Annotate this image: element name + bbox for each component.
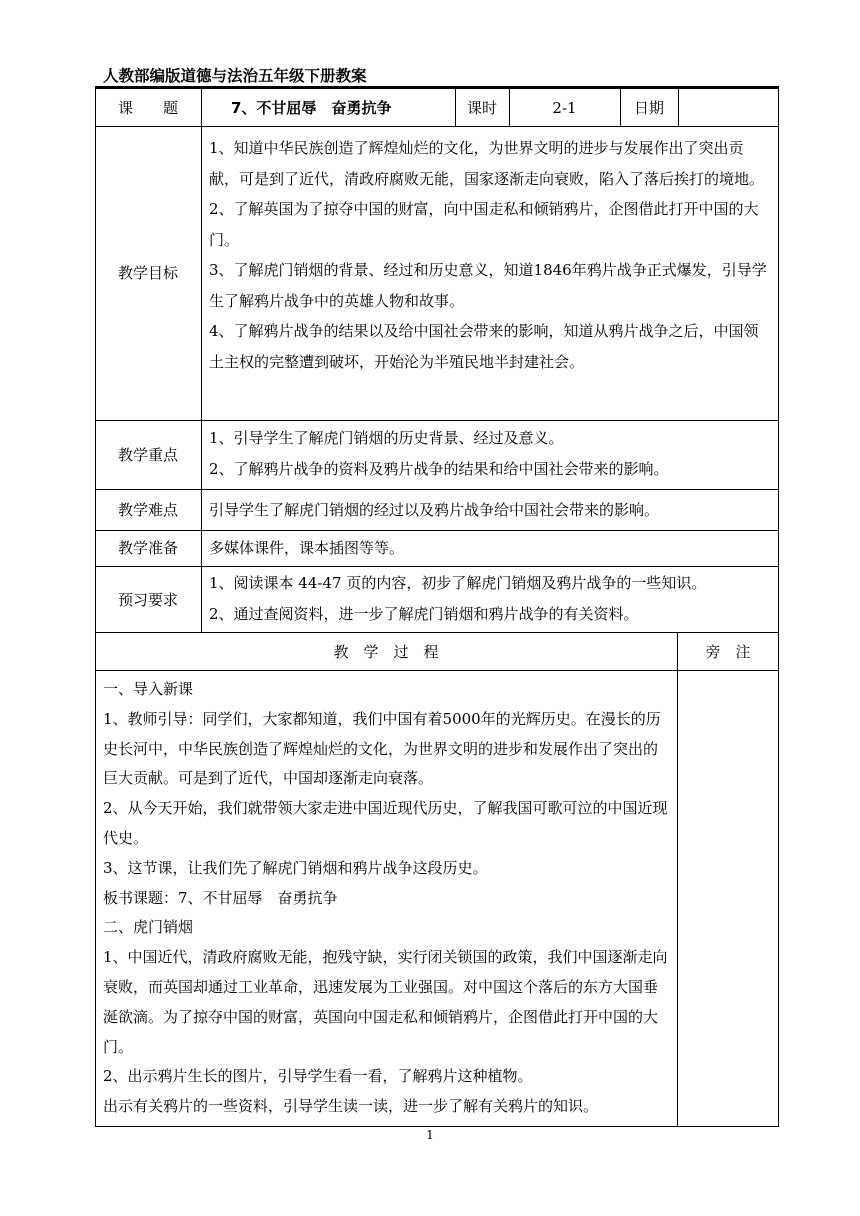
- preparation-content: 多媒体课件，课本插图等等。: [209, 539, 405, 557]
- date-label: 日期: [633, 98, 664, 117]
- topic-value: 7、不甘屈辱 奋勇抗争: [231, 98, 392, 117]
- process-line: 板书课题：7、不甘屈辱 奋勇抗争: [103, 888, 338, 907]
- table-line: [95, 420, 779, 421]
- process-line: 3、这节课，让我们先了解虎门销烟和鸦片战争这段历史。: [103, 858, 488, 877]
- table-line: [455, 88, 456, 126]
- date-value: [678, 89, 779, 126]
- process-line: 2、出示鸦片生长的图片，引导学生看一看，了解鸦片这种植物。: [103, 1067, 533, 1086]
- process-line: 2、从今天开始，我们就带领大家走进中国近现代历史，了解我国可歌可泣的中国近现代史。: [103, 799, 668, 847]
- key-point-item: 2、了解鸦片战争的资料及鸦片战争的结果和给中国社会带来的影响。: [209, 459, 669, 478]
- objectives-content: [201, 126, 779, 420]
- difficulties-content: 引导学生了解虎门销烟的经过以及鸦片战争给中国社会带来的影响。: [209, 500, 660, 519]
- table-line: [95, 126, 779, 127]
- process-line: 1、教师引导：同学们，大家都知道，我们中国有着5000年的光辉历史。在漫长的历史长河中，中华民族创造了辉煌灿烂的文化，为世界文明的进步和发展作出了突出的巨大贡献。可是到了近代，中国却逐渐走向衰落。: [103, 709, 661, 788]
- table-line: [95, 489, 779, 490]
- table-line: [95, 88, 96, 1127]
- side-notes-column: [677, 671, 779, 1127]
- table-line: [677, 632, 678, 1127]
- process-line: 一、导入新课: [103, 680, 194, 698]
- preview-item: 2、通过查阅资料，进一步了解虎门销烟和鸦片战争的有关资料。: [209, 604, 639, 623]
- objective-item: 4、了解鸦片战争的结果以及给中国社会带来的影响，知道从鸦片战争之后，中国领土主权的完整遭到破坏，开始沦为半殖民地半封建社会。: [209, 322, 759, 371]
- side-notes-heading: 旁 注: [705, 643, 751, 661]
- document-header: 人教部编版道德与法治五年级下册教案: [103, 67, 367, 85]
- preview-item: 1、阅读课本 44-47 页的内容，初步了解虎门销烟及鸦片战争的一些知识。: [209, 574, 707, 592]
- table-line: [778, 88, 779, 1127]
- process-heading: 教 学 过 程: [333, 643, 439, 661]
- preview-label: 预习要求: [117, 590, 178, 609]
- key-points-content: [201, 420, 779, 489]
- process-line: 出示有关鸦片的一些资料，引导学生读一读，进一步了解有关鸦片的知识。: [103, 1097, 599, 1116]
- table-line: [201, 88, 202, 633]
- process-line: 二、虎门销烟: [103, 918, 194, 937]
- preview-content: [201, 566, 779, 633]
- table-line: [95, 530, 779, 531]
- preparation-label: 教学准备: [117, 539, 178, 557]
- table-line: [509, 88, 510, 126]
- key-point-item: 1、引导学生了解虎门销烟的历史背景、经过及意义。: [209, 429, 564, 447]
- table-line: [95, 566, 779, 567]
- process-body: [95, 671, 677, 1127]
- table-line: [678, 88, 679, 126]
- objective-item: 2、了解英国为了掠夺中国的财富，向中国走私和倾销鸦片，企图借此打开中国的大门。: [209, 200, 759, 249]
- objective-item: 1、知道中华民族创造了辉煌灿烂的文化，为世界文明的进步与发展作出了突出贡献，可是到了近代，清政府腐败无能，国家逐渐走向衰败，陷入了落后挨打的境地。: [209, 139, 765, 188]
- difficulties-label: 教学难点: [117, 500, 178, 519]
- key-points-label: 教学重点: [117, 445, 178, 464]
- objective-item: 3、了解虎门销烟的背景、经过和历史意义，知道1846年鸦片战争正式爆发，引导学生了解鸦片战争中的英雄人物和故事。: [209, 261, 767, 310]
- page-number: 1: [426, 1128, 434, 1142]
- period-value: 2-1: [552, 98, 577, 117]
- period-label: 课时: [466, 98, 497, 117]
- objectives-label: 教学目标: [117, 264, 178, 282]
- process-line: 1、中国近代，清政府腐败无能，抱残守缺，实行闭关锁国的政策，我们中国逐渐走向衰败，而英国却通过工业革命，迅速发展为工业强国。对中国这个落后的东方大国垂涎欲滴。为了掠夺中国的财富，英国向中国走私和倾销鸦片，企图借此打开中国的大门。: [103, 948, 668, 1056]
- topic-label: 课 题: [117, 98, 178, 117]
- table-line: [620, 88, 621, 126]
